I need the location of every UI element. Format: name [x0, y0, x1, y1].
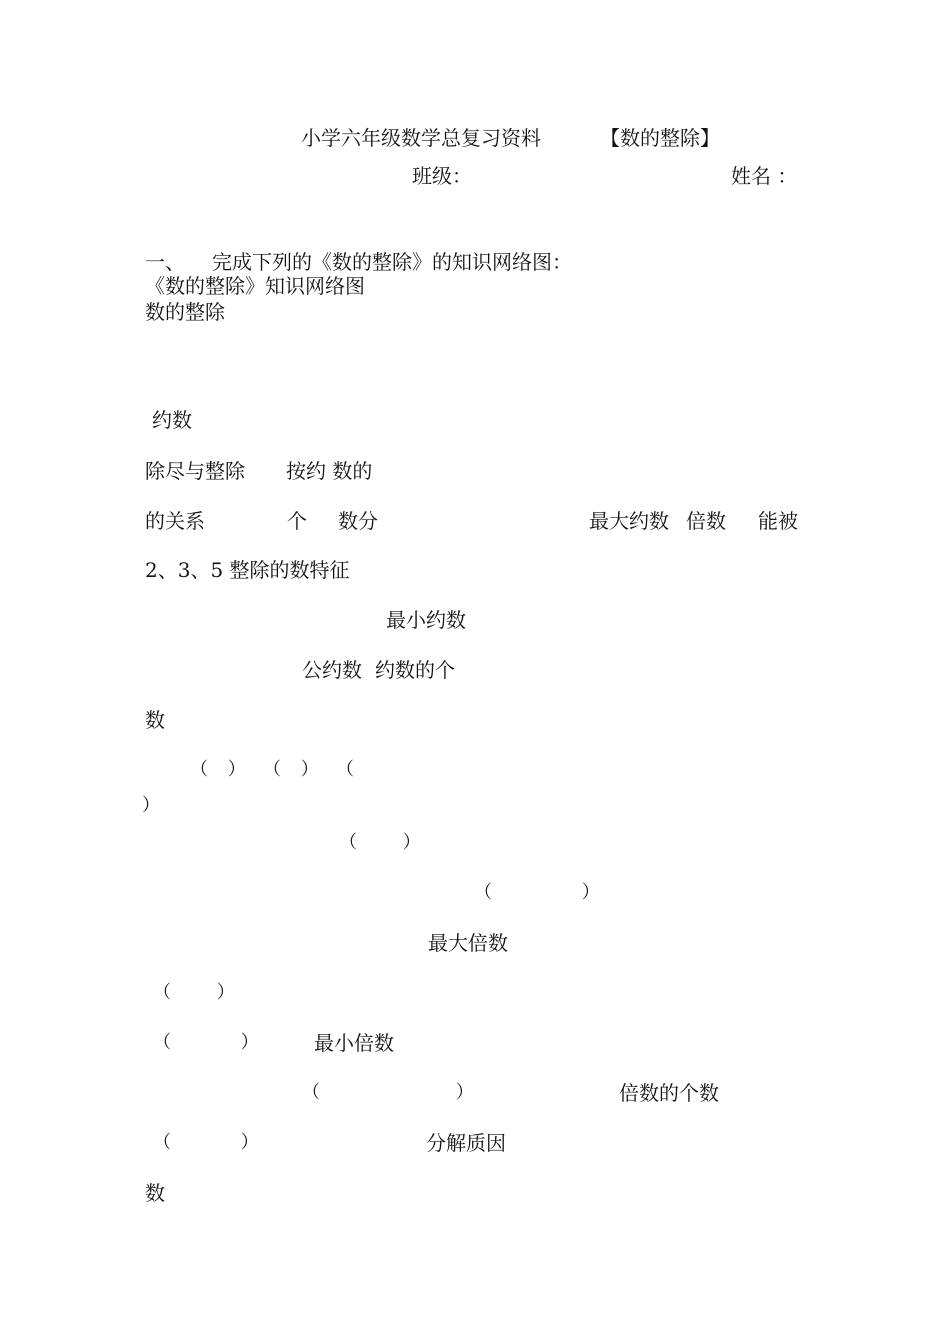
node-beishu-ge: 倍数的个数: [619, 1081, 719, 1105]
section-heading: 完成下列的《数的整除》的知识网络图：: [212, 250, 572, 274]
document-title: 小学六年级数学总复习资料: [301, 126, 541, 150]
node-shufen: 数分: [338, 509, 378, 533]
blank-3-close: ）: [142, 795, 160, 816]
blank-2: （ ）: [263, 759, 319, 780]
node-zuixiao-yueshu: 最小约数: [386, 608, 466, 632]
class-label: 班级：: [412, 164, 472, 188]
node-fenjie-line1: 分解质因: [426, 1131, 506, 1155]
document-title-tag: 【数的整除】: [600, 126, 720, 150]
name-label: 姓名 ：: [731, 164, 798, 188]
node-yueshu: 约数: [152, 408, 192, 432]
node-yueshu-ge-line2: 数: [145, 708, 165, 732]
node-nengbei: 能被: [758, 509, 798, 533]
node-ge: 个: [287, 509, 307, 533]
section-number: 一、: [145, 250, 185, 274]
blank-6: （ ）: [153, 982, 235, 1003]
node-gongyueshu: 公约数: [302, 658, 362, 682]
node-anyue-line1: 按约 数的: [286, 459, 373, 483]
blank-9: （ ）: [153, 1132, 259, 1153]
node-zuixiao-beishu: 最小倍数: [314, 1031, 394, 1055]
diagram-root: 数的整除: [145, 300, 225, 324]
node-zuida-beishu: 最大倍数: [428, 931, 508, 955]
diagram-subtitle: 《数的整除》知识网络图: [145, 274, 365, 298]
blank-5: （ ）: [474, 882, 600, 903]
node-chujin-line1: 除尽与整除: [145, 459, 245, 483]
node-zuida-yueshu: 最大约数: [589, 509, 669, 533]
blank-8: （ ）: [302, 1082, 474, 1103]
blank-7: （ ）: [153, 1032, 259, 1053]
blank-4: （ ）: [339, 832, 421, 853]
node-beishu: 倍数: [686, 509, 726, 533]
node-chujin-line2: 的关系: [145, 509, 205, 533]
node-yueshu-ge-line1: 约数的个: [375, 658, 455, 682]
blank-1: （ ）: [190, 759, 246, 780]
node-tezheng: 2、3、5 整除的数特征: [145, 558, 350, 582]
node-fenjie-line2: 数: [145, 1181, 165, 1205]
blank-3-open: （: [336, 759, 354, 780]
